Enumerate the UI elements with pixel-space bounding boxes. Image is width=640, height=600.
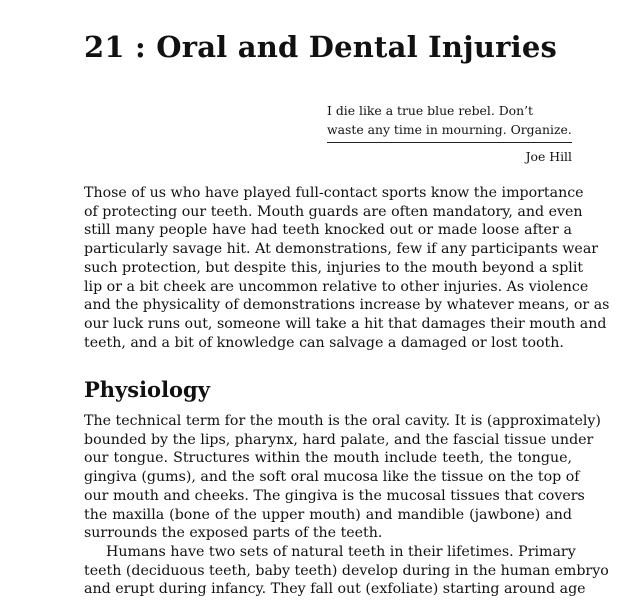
- physiology-line: The technical term for the mouth is the oral cavity. It is (approximately): [84, 413, 601, 429]
- physiology-line: the maxilla (bone of the upper mouth) and mandible (jawbone) and: [84, 506, 572, 523]
- intro-line: of protecting our teeth. Mouth guards are often mandatory, and even: [84, 203, 583, 220]
- intro-line: and the physicality of demonstrations increase by whatever means, or as: [84, 297, 610, 314]
- intro-line: still many people have had teeth knocked out or made loose after a: [84, 222, 572, 239]
- intro-line: teeth, and a bit of knowledge can salvage a damaged or lost tooth.: [84, 334, 564, 351]
- physiology-line: gingiva (gums), and the soft oral mucosa like the tissue on the top of: [84, 469, 580, 486]
- intro-line: lip or a bit cheek are uncommon relative to other injuries. As violence: [84, 278, 589, 295]
- epigraph-divider: [327, 142, 572, 143]
- intro-paragraph: [84, 184, 610, 352]
- section-heading-physiology: Physiology: [84, 377, 210, 402]
- intro-line: such protection, but despite this, injuries to the mouth beyond a split: [84, 259, 584, 276]
- epigraph-author: Joe Hill: [525, 149, 572, 164]
- physiology-paragraph-1: [84, 412, 601, 543]
- chapter-title: 21 : Oral and Dental Injuries: [84, 30, 558, 64]
- physiology-body: [84, 412, 609, 599]
- physiology-line: surrounds the exposed parts of the teeth.: [84, 525, 383, 542]
- epigraph: [327, 101, 572, 166]
- intro-line: particularly savage hit. At demonstrations, few if any participants wear: [84, 241, 599, 258]
- physiology-line: our mouth and cheeks. The gingiva is the mucosal tissues that covers: [84, 487, 585, 504]
- physiology-line: our tongue. Structures within the mouth include teeth, the tongue,: [84, 450, 572, 467]
- epigraph-quote-line: waste any time in mourning. Organize.: [327, 122, 572, 137]
- physiology-line: Humans have two sets of natural teeth in their lifetimes. Primary: [106, 543, 576, 560]
- physiology-line: and erupt during infancy. They fall out (exfoliate) starting around age: [84, 581, 586, 598]
- epigraph-quote-line: I die like a true blue rebel. Don’t: [327, 103, 533, 118]
- intro-line: our luck runs out, someone will take a hit that damages their mouth and: [84, 315, 607, 332]
- physiology-paragraph-2: [84, 543, 609, 599]
- intro-line: Those of us who have played full-contact sports know the importance: [84, 185, 584, 201]
- physiology-line: bounded by the lips, pharynx, hard palate, and the fascial tissue under: [84, 431, 594, 448]
- physiology-line: teeth (deciduous teeth, baby teeth) develop during in the human embryo: [84, 562, 609, 579]
